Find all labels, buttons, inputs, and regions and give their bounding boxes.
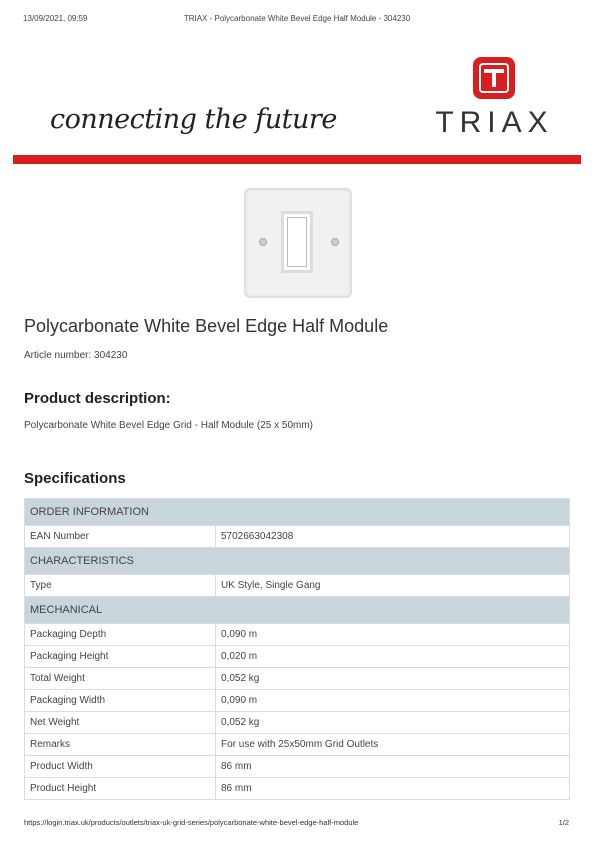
description-text: Polycarbonate White Bevel Edge Grid - Half Module (25 x 50mm)	[24, 420, 314, 431]
spec-key: Packaging Height	[25, 646, 216, 668]
module-slot	[281, 211, 313, 273]
spec-row	[25, 756, 570, 778]
spec-section-name: MECHANICAL	[25, 597, 570, 624]
triax-logo-icon	[473, 57, 515, 99]
spec-value: 5702663042308	[216, 526, 570, 548]
specifications-heading: Specifications	[24, 470, 126, 487]
spec-value: 86 mm	[216, 778, 570, 800]
spec-value: For use with 25x50mm Grid Outlets	[216, 734, 570, 756]
spec-key: Total Weight	[25, 668, 216, 690]
spec-row	[25, 575, 570, 597]
spec-key: Product Height	[25, 778, 216, 800]
header-divider	[13, 155, 581, 164]
spec-key: Product Width	[25, 756, 216, 778]
spec-section-name: CHARACTERISTICS	[25, 548, 570, 575]
spec-value: 0,052 kg	[216, 712, 570, 734]
footer-url-link[interactable]: https://login.triax.uk/products/outlets/triax-uk-grid-series/polycarbonate-white-bevel-edge-half-module	[24, 818, 359, 827]
spec-section-name: ORDER INFORMATION	[25, 499, 570, 526]
tagline: connecting the future	[50, 104, 337, 135]
spec-row	[25, 778, 570, 800]
spec-key: Remarks	[25, 734, 216, 756]
spec-row	[25, 734, 570, 756]
spec-value: 0,090 m	[216, 624, 570, 646]
spec-value: 0,052 kg	[216, 668, 570, 690]
spec-row	[25, 690, 570, 712]
page-number: 1/2	[558, 818, 569, 827]
print-datetime: 13/09/2021, 09:59	[23, 14, 88, 23]
spec-value: UK Style, Single Gang	[216, 575, 570, 597]
spec-row	[25, 712, 570, 734]
spec-row	[25, 668, 570, 690]
article-number: Article number: 304230	[24, 350, 128, 361]
product-title: Polycarbonate White Bevel Edge Half Module	[24, 316, 389, 336]
spec-row	[25, 646, 570, 668]
spec-key: Type	[25, 575, 216, 597]
spec-section-row	[25, 548, 570, 575]
product-image	[244, 188, 352, 298]
spec-value: 0,090 m	[216, 690, 570, 712]
description-heading: Product description:	[24, 390, 171, 407]
spec-value: 0,020 m	[216, 646, 570, 668]
spec-key: Packaging Width	[25, 690, 216, 712]
spec-key: Net Weight	[25, 712, 216, 734]
screw-right-icon	[331, 238, 339, 246]
specifications-table	[24, 498, 570, 800]
triax-logo-text: TRIAX	[435, 106, 554, 139]
triax-logo[interactable]	[422, 57, 567, 141]
spec-section-row	[25, 597, 570, 624]
spec-row	[25, 526, 570, 548]
spec-key: Packaging Depth	[25, 624, 216, 646]
spec-section-row	[25, 499, 570, 526]
print-document-title: TRIAX - Polycarbonate White Bevel Edge Half Module - 304230	[183, 14, 411, 23]
screw-left-icon	[259, 238, 267, 246]
spec-row	[25, 624, 570, 646]
spec-value: 86 mm	[216, 756, 570, 778]
spec-key: EAN Number	[25, 526, 216, 548]
